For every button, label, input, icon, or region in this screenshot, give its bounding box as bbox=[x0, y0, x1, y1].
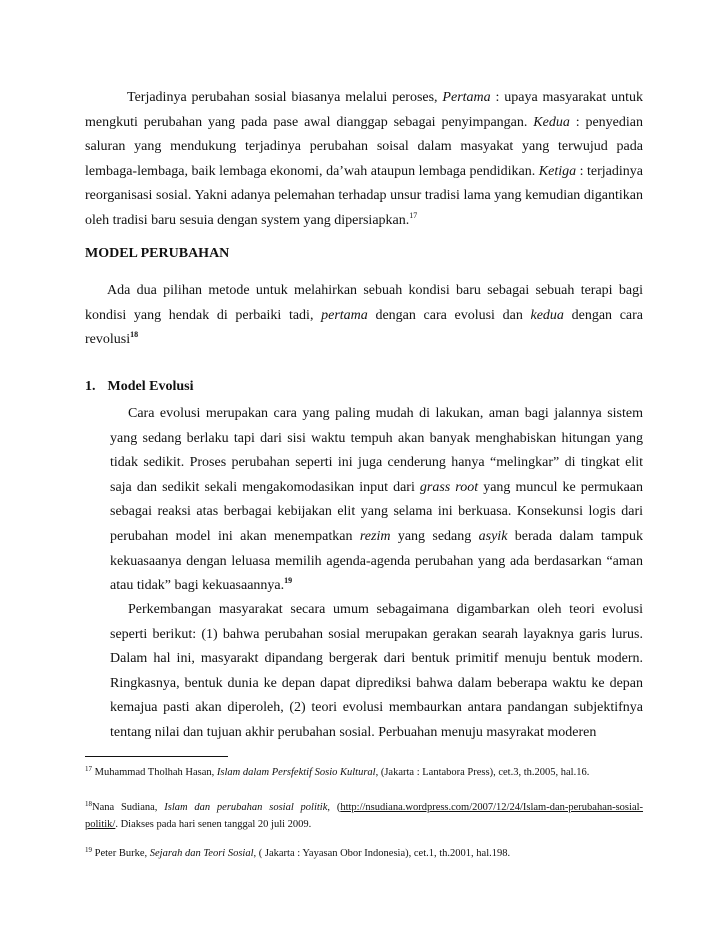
text-run: Cara evolusi merupakan cara yang paling mudah di lakukan, aman bagi jalannya sistem yang sedang berlaku tapi dari sisi waktu tempuh akan banyak menghabiskan hitungan yang tidak sedikit. Proses perubahan seperti ini juga cenderung hanya “melingkar” di tingkat elit saja dan sedikit sekali mengakomodasikan input dari bbox=[110, 406, 643, 495]
subsection-number: 1. bbox=[85, 379, 96, 394]
paragraph-evolution-method bbox=[110, 402, 643, 599]
emphasis-rezim: rezim bbox=[359, 528, 391, 544]
footnote-ref-17[interactable]: 17 bbox=[409, 210, 418, 220]
text-run: berada dalam tampuk kekuasaanya dengan leluasa memilih agenda-agenda perubahan yang ada berdasarkan “aman atau tidak” bagi kekuasaannya. bbox=[110, 528, 644, 594]
text-run: Nana Sudiana, bbox=[92, 802, 165, 813]
text-run: yang muncul ke permukaan sebagai reaksi atas berbagai kebijakan elit yang selama ini berkuasa. Konsekunsi logis dari perubahan model ini akan menempatkan bbox=[110, 479, 643, 544]
paragraph-two-methods bbox=[85, 279, 643, 353]
emphasis-pertama: pertama bbox=[321, 307, 368, 323]
paragraph-evolution-theory bbox=[110, 598, 643, 746]
paragraph-social-change-process bbox=[85, 86, 643, 234]
section-heading-model-perubahan: MODEL PERUBAHAN bbox=[85, 246, 230, 261]
text-run: , ( Jakarta : Yayasan Obor Indonesia), cet.1, th.2001, hal.198. bbox=[253, 848, 511, 859]
subsection-title: Model Evolusi bbox=[107, 379, 194, 394]
subsection-heading-model-evolusi bbox=[85, 379, 193, 395]
text-run: yang sedang bbox=[390, 528, 479, 544]
text-run: Peter Burke, bbox=[92, 848, 150, 859]
text-run: , ( bbox=[327, 802, 341, 813]
emphasis-ketiga: Ketiga bbox=[538, 163, 577, 179]
footnote-19 bbox=[85, 845, 643, 862]
text-run: dengan cara evolusi dan bbox=[367, 307, 531, 323]
text-run: Ada dua pilihan metode untuk melahirkan sebuah kondisi baru sebagai sebuah terapi bagi kondisi yang hendak di perbaiki tadi, bbox=[85, 283, 643, 323]
footnote-number: 19 bbox=[85, 846, 92, 854]
footnote-number: 17 bbox=[85, 765, 92, 773]
text-run: : terjadinya reorganisasi sosial. Yakni adanya pelemahan terhadap unsur tradisi lama yang kemudian digantikan oleh tradisi baru sesuia dengan system yang dipersiapkan. bbox=[85, 163, 643, 228]
footnote-ref-19[interactable]: 19 bbox=[284, 576, 293, 586]
footnote-book-title: Sejarah dan Teori Sosial bbox=[149, 848, 254, 859]
text-run: : upaya masyarakat untuk mengkuti perubahan yang pada pase awal dianggap sebagai penyimpangan. bbox=[85, 90, 643, 130]
footnote-book-title: Islam dalam Persfektif Sosio Kultural bbox=[216, 767, 376, 778]
text-run: Perkembangan masyarakat secara umum sebagaimana digambarkan oleh teori evolusi seperti berikut: (1) bahwa perubahan sosial merupakan gerakan searah layaknya garis lurus. Dalam hal ini, masyarakt dipandang bergerak dari bentuk primitif menuju bentuk modern. Ringkasnya, bentuk dunia ke depan dapat diprediksi bahwa dalam beberapa waktu ke depan kemajua pasti akan diperoleh, (2) teori evolusi membaurkan antara pandangan subjektifnya tentang nilai dan tujuan akhir perubahan sosial. Perbuahan menuju masyrakat moderen bbox=[110, 602, 643, 740]
footnote-18 bbox=[85, 799, 643, 833]
footnote-number: 18 bbox=[85, 800, 92, 808]
text-run: , (Jakarta : Lantabora Press), cet.3, th.2005, hal.16. bbox=[375, 767, 590, 778]
footnote-divider bbox=[85, 756, 228, 757]
footnote-ref-18[interactable]: 18 bbox=[130, 330, 139, 340]
emphasis-grass-root: grass root bbox=[419, 479, 479, 495]
text-run: Terjadinya perubahan sosial biasanya melalui peroses, bbox=[127, 90, 443, 105]
footnote-17 bbox=[85, 764, 643, 781]
text-run: : penyedian saluran yang mendukung terjadinya perubahan soisal dalam masyakat yang terwujud pada lembaga-lembaga, baik lembaga ekonomi, da’wah ataupun lembaga pendidikan. bbox=[85, 114, 644, 179]
text-run: dengan cara revolusi bbox=[85, 307, 643, 348]
footnote-url-link[interactable]: http://nsudiana.wordpress.com/2007/12/24/Islam-dan-perubahan-sosial-politik/ bbox=[85, 802, 644, 830]
emphasis-asyik: asyik bbox=[478, 528, 508, 544]
emphasis-pertama: Pertama bbox=[442, 90, 491, 105]
footnote-article-title: Islam dan perubahan sosial politik bbox=[164, 802, 328, 813]
emphasis-kedua: kedua bbox=[530, 307, 564, 323]
text-run: Muhammad Tholhah Hasan, bbox=[92, 767, 217, 778]
emphasis-kedua: Kedua bbox=[533, 114, 570, 130]
text-run: . Diakses pada hari senen tanggal 20 juli 2009. bbox=[115, 819, 312, 830]
